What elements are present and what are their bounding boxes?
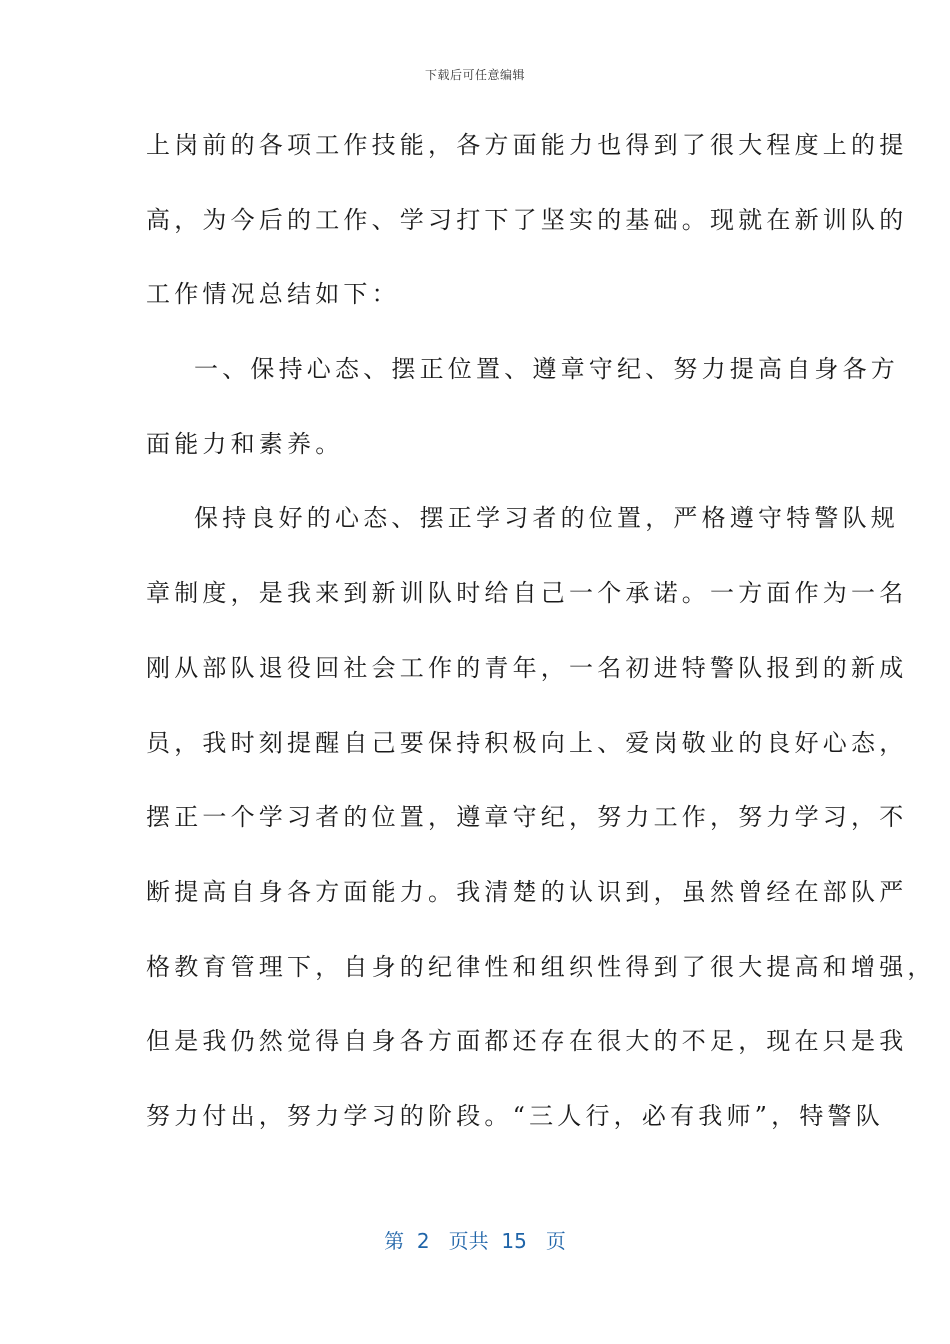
text-line: 努力付出，努力学习的阶段。“三人行，必有我师”，特警队 [146,1101,884,1130]
text-line: 员，我时刻提醒自己要保持积极向上、爱岗敬业的良好心态， [146,728,908,757]
text-line: 但是我仍然觉得自身各方面都还存在很大的不足，现在只是我 [146,1027,908,1056]
page-number-footer: 第 2 页共 15 页 [384,1229,566,1253]
text-line: 面能力和素养。 [146,429,344,458]
text-line: 工作情况总结如下： [146,280,400,309]
body-text [146,122,936,1168]
text-line: 上岗前的各项工作技能，各方面能力也得到了很大程度上的提 [146,131,908,159]
header-note: 下载后可任意编辑 [424,68,525,82]
text-line: 刚从部队退役回社会工作的青年，一名初进特警队报到的新成 [146,653,908,682]
text-line: 高，为今后的工作、学习打下了坚实的基础。现就在新训队的 [146,205,908,234]
text-line: 一、保持心态、摆正位置、遵章守纪、努力提高自身各方 [194,355,899,384]
text-line: 保持良好的心态、摆正学习者的位置，严格遵守特警队规 [194,504,899,533]
text-line: 摆正一个学习者的位置，遵章守纪，努力工作，努力学习，不 [146,803,908,832]
text-line: 断提高自身各方面能力。我清楚的认识到，虽然曾经在部队严 [146,877,908,906]
text-line: 章制度，是我来到新训队时给自己一个承诺。一方面作为一名 [146,579,908,608]
text-line: 格教育管理下，自身的纪律性和组织性得到了很大提高和增强， [146,952,936,981]
